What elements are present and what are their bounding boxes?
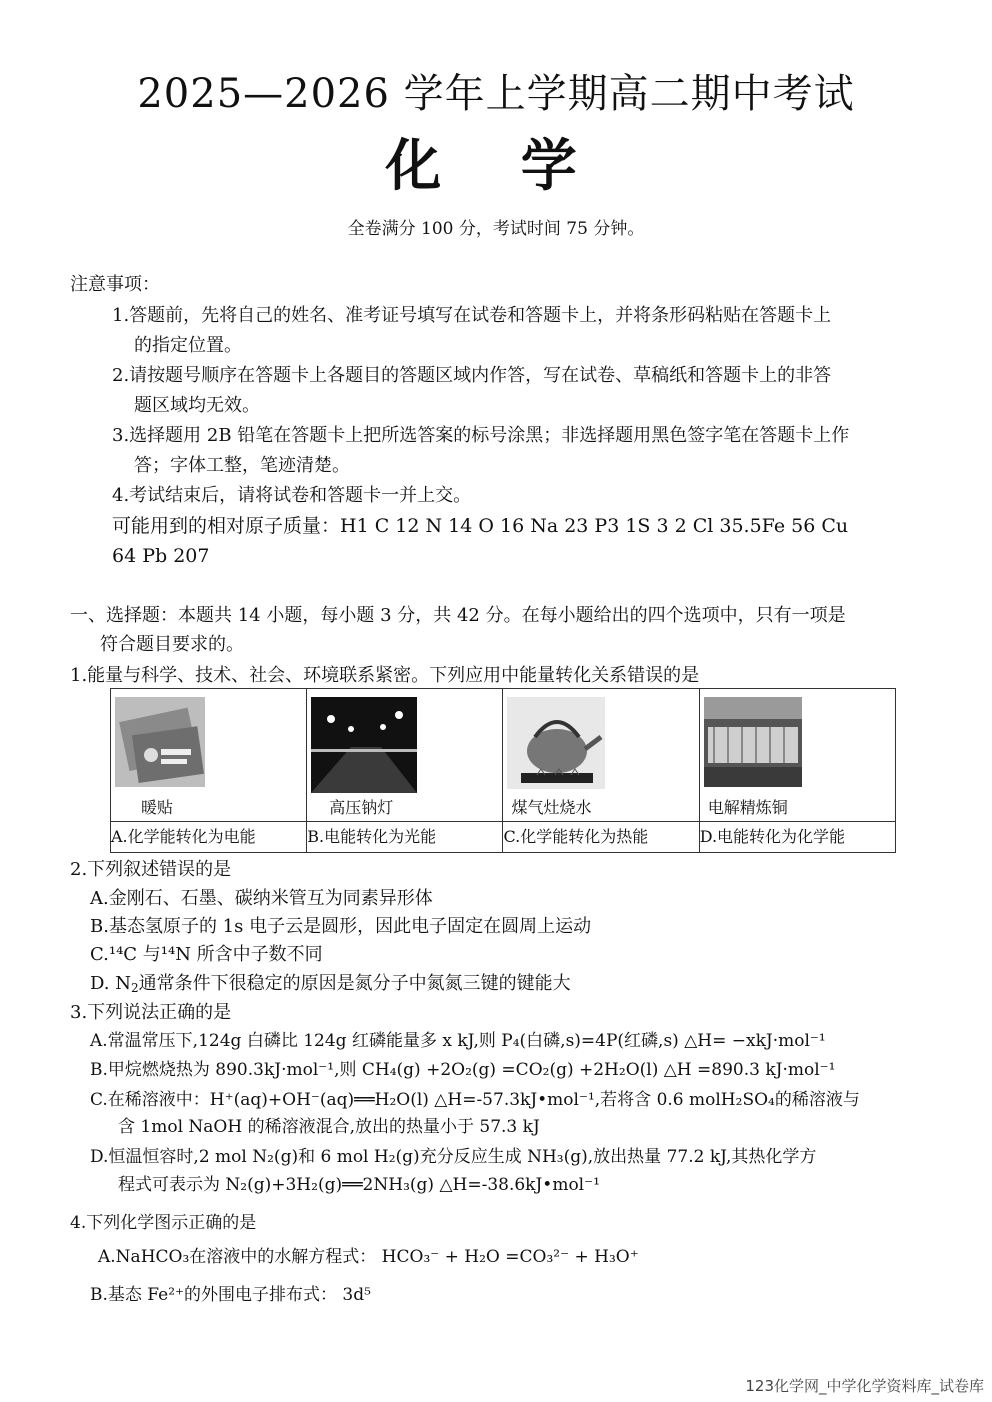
option-text: 通常条件下很稳定的原因是氮分子中氮氮三键的键能大 bbox=[138, 973, 571, 994]
question-2-stem: 2.下列叙述错误的是 bbox=[70, 859, 232, 880]
option-d: D.电能转化为化学能 bbox=[699, 822, 895, 853]
question-1-stem: 1.能量与科学、技术、社会、环境联系紧密。下列应用中能量转化关系错误的是 bbox=[70, 665, 700, 686]
question-4-option-a: A.NaHCO₃在溶液中的水解方程式： HCO₃⁻ + H₂O =CO₃²⁻ + H₃O⁺ bbox=[98, 1247, 639, 1267]
section-heading: 一、选择题：本题共 14 小题，每小题 3 分，共 42 分。在每小题给出的四个选项中，只有一项是 bbox=[70, 605, 846, 626]
question-2-option-b: B.基态氢原子的 1s 电子云是圆形，因此电子固定在圆周上运动 bbox=[90, 916, 592, 937]
section-heading: 符合题目要求的。 bbox=[100, 634, 244, 655]
exam-title: 2025—2026 学年上学期高二期中考试 bbox=[137, 71, 855, 117]
subscript: 2 bbox=[130, 981, 139, 995]
notice-item: 1.答题前，先将自己的姓名、准考证号填写在试卷和答题卡上，并将条形码粘贴在答题卡上 bbox=[112, 305, 832, 326]
option-text: D. N bbox=[90, 973, 131, 994]
hand-warmer-image bbox=[115, 697, 215, 793]
option-c: C.化学能转化为热能 bbox=[503, 822, 699, 853]
question-3-stem: 3.下列说法正确的是 bbox=[70, 1002, 232, 1023]
picture-label: 电解精炼铜 bbox=[707, 798, 788, 817]
question-3-option-d: D.恒温恒容时,2 mol N₂(g)和 6 mol H₂(g)充分反应生成 NH₃(g),放出热量 77.2 kJ,其热化学方 bbox=[90, 1147, 817, 1167]
sodium-lamp-image bbox=[311, 697, 421, 793]
question-2-option-d bbox=[90, 972, 571, 1000]
question-4-stem: 4.下列化学图示正确的是 bbox=[70, 1213, 257, 1233]
question-3-option-a: A.常温常压下,124g 白磷比 124g 红磷能量多 x kJ,则 P₄(白磷,s)=4P(红磷,s) △H= −xkJ·mol⁻¹ bbox=[90, 1031, 826, 1051]
option-b: B.电能转化为光能 bbox=[307, 822, 503, 853]
question-2-option-c: C.¹⁴C 与¹⁴N 所含中子数不同 bbox=[90, 944, 323, 965]
question-2-option-a: A.金刚石、石墨、碳纳米管互为同素异形体 bbox=[90, 888, 433, 909]
question-3-option-d-cont: 程式可表示为 N₂(g)+3H₂(g)══2NH₃(g) △H=-38.6kJ•mol⁻¹ bbox=[118, 1175, 600, 1195]
exam-info: 全卷满分 100 分，考试时间 75 分钟。 bbox=[347, 219, 645, 239]
atomic-mass-line: 可能用到的相对原子质量：H1 C 12 N 14 O 16 Na 23 P3 1S 3 2 Cl 35.5Fe 56 Cu bbox=[112, 515, 849, 537]
option-a: A.化学能转化为电能 bbox=[111, 822, 307, 853]
question-1-table bbox=[110, 688, 896, 853]
atomic-mass-line: 64 Pb 207 bbox=[112, 545, 210, 567]
question-3-option-c: C.在稀溶液中：H⁺(aq)+OH⁻(aq)══H₂O(l) △H=-57.3kJ•mol⁻¹,若将含 0.6 molH₂SO₄的稀溶液与 bbox=[90, 1090, 860, 1110]
question-3-option-c-cont: 含 1mol NaOH 的稀溶液混合,放出的热量小于 57.3 kJ bbox=[118, 1117, 540, 1137]
notice-item: 2.请按题号顺序在答题卡上各题目的答题区域内作答，写在试卷、草稿纸和答题卡上的非答 bbox=[112, 365, 832, 386]
notice-item: 4.考试结束后，请将试卷和答题卡一并上交。 bbox=[112, 485, 472, 506]
notice-item: 答；字体工整，笔迹清楚。 bbox=[134, 455, 350, 476]
picture-cell bbox=[503, 689, 699, 822]
picture-label: 煤气灶烧水 bbox=[511, 798, 592, 817]
question-4-option-b: B.基态 Fe²⁺的外围电子排布式： 3d⁵ bbox=[90, 1285, 371, 1305]
notice-item: 题区域均无效。 bbox=[134, 395, 260, 416]
question-3-option-b: B.甲烷燃烧热为 890.3kJ·mol⁻¹,则 CH₄(g) +2O₂(g) =CO₂(g) +2H₂O(l) △H =890.3 kJ·mol⁻¹ bbox=[90, 1060, 836, 1080]
picture-label: 高压钠灯 bbox=[329, 798, 394, 817]
picture-cell bbox=[307, 689, 503, 822]
notice-heading: 注意事项： bbox=[70, 274, 160, 295]
notice-item: 的指定位置。 bbox=[134, 335, 242, 356]
kettle-stove-image bbox=[507, 697, 607, 793]
picture-label: 暖贴 bbox=[141, 798, 174, 817]
subject-title: 化 学 bbox=[385, 133, 607, 199]
picture-cell bbox=[699, 689, 895, 822]
picture-cell bbox=[111, 689, 307, 822]
notice-item: 3.选择题用 2B 铅笔在答题卡上把所选答案的标号涂黑；非选择题用黑色签字笔在答题卡上作 bbox=[112, 425, 850, 446]
copper-refining-image bbox=[704, 697, 804, 793]
watermark: 123化学网_中学化学资料库_试卷库 bbox=[745, 1377, 984, 1395]
